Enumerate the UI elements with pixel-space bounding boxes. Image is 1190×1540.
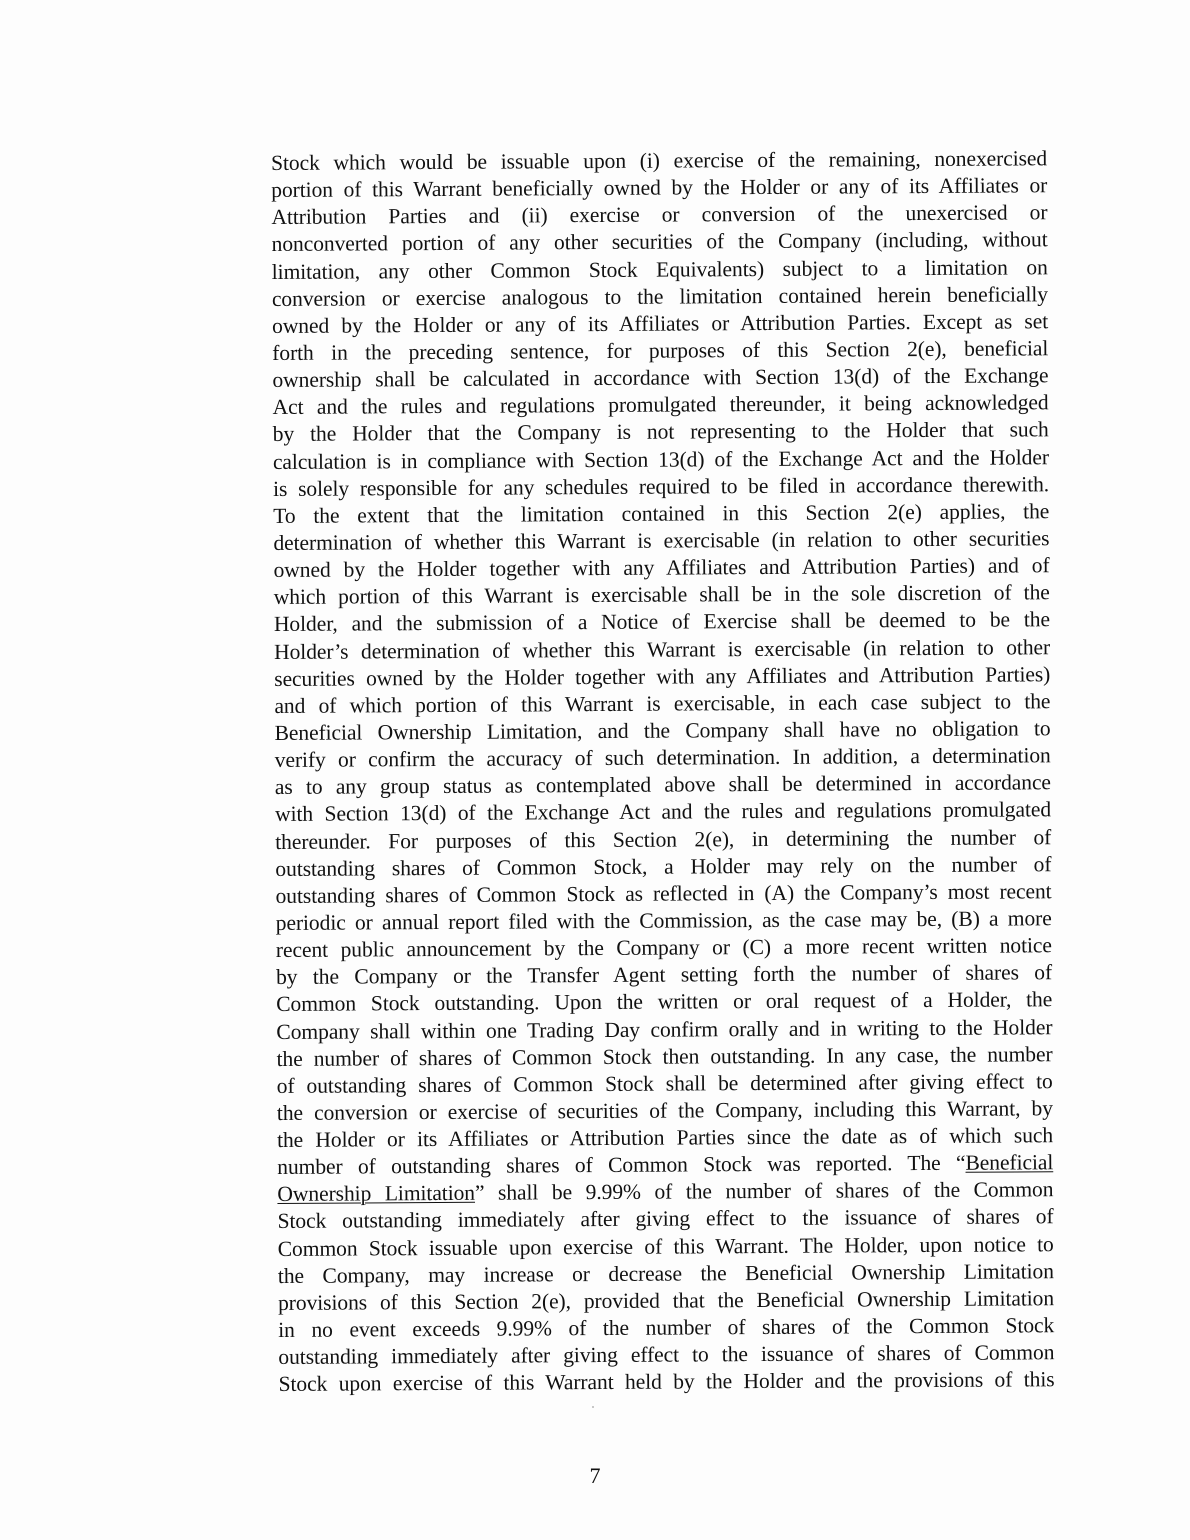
defined-term: Beneficial — [965, 1150, 1054, 1175]
text-line: outstanding immediately after giving effect to the issuance of shares of Common — [278, 1340, 1055, 1370]
body-paragraph — [271, 145, 1055, 1398]
text-line: provisions of this Section 2(e), provided that the Beneficial Ownership Limitation — [277, 1286, 1055, 1315]
text-line: recent public announcement by the Company or (C) a more recent written notice — [275, 933, 1052, 963]
text-line: Attribution Parties and (ii) exercise or conversion of the unexercised or — [271, 200, 1048, 230]
text-line: nonconverted portion of any other securities of the Company (including, without — [271, 227, 1048, 257]
text-line: limitation, any other Common Stock Equivalents) subject to a limitation on — [271, 254, 1048, 284]
text-line: conversion or exercise analogous to the limitation contained herein beneficially — [271, 281, 1048, 311]
text-line: thereunder. For purposes of this Section 2(e), in determining the number of — [275, 824, 1052, 854]
defined-term: Ownership Limitation — [277, 1181, 476, 1207]
text-line: as to any group status as contemplated above shall be determined in accordance — [274, 770, 1051, 800]
text-line: ownership shall be calculated in accordance with Section 13(d) of the Exchange — [272, 363, 1049, 393]
text-line: Stock outstanding immediately after giving effect to the issuance of shares of — [277, 1204, 1054, 1234]
text-line: verify or confirm the accuracy of such determination. In addition, a determination — [274, 743, 1051, 773]
text-line: calculation is in compliance with Section 13(d) of the Exchange Act and the Holder — [272, 444, 1049, 474]
text-line: forth in the preceding sentence, for purposes of this Section 2(e), beneficial — [272, 336, 1049, 365]
text-line: is solely responsible for any schedules required to be filed in accordance therewith. — [272, 471, 1050, 501]
text-segment: ” shall be 9.99% of the number of shares of the Common — [474, 1177, 1054, 1206]
text-line: periodic or annual report filed with the Commission, as the case may be, (B) a more — [275, 906, 1052, 935]
text-line: Company shall within one Trading Day confirm orally and in writing to the Holder — [276, 1014, 1053, 1044]
text-line: with Section 13(d) of the Exchange Act and the rules and regulations promulgated — [274, 797, 1052, 827]
text-line: outstanding shares of Common Stock, a Holder may rely on the number of — [275, 851, 1052, 881]
text-line: Act and the rules and regulations promulgated thereunder, it being acknowledged — [272, 390, 1049, 420]
text-line: the number of shares of Common Stock then outstanding. In any case, the number — [276, 1041, 1053, 1071]
text-line: Beneficial Ownership Limitation, and the Company shall have no obligation to — [274, 716, 1051, 745]
text-line: owned by the Holder or any of its Affiliates or Attribution Parties. Except as set — [272, 309, 1049, 338]
text-segment: number of outstanding shares of Common Stock was reported. The “ — [277, 1150, 966, 1180]
text-line: determination of whether this Warrant is exercisable (in relation to other securities — [273, 526, 1050, 555]
text-line: portion of this Warrant beneficially owned by the Holder or any of its Affiliates or — [271, 173, 1048, 203]
page-number: 7 — [589, 1463, 601, 1488]
text-line: in no event exceeds 9.99% of the number of shares of the Common Stock — [278, 1313, 1055, 1343]
text-line: owned by the Holder together with any Affiliates and Attribution Parties) and of — [273, 553, 1050, 583]
text-line: the Holder or its Affiliates or Attribution Parties since the date as of which such — [276, 1123, 1054, 1153]
text-line: the Company, may increase or decrease the Beneficial Ownership Limitation — [277, 1259, 1054, 1288]
scan-speck — [592, 1406, 594, 1408]
text-line: Common Stock outstanding. Upon the written or oral request of a Holder, the — [276, 987, 1053, 1017]
text-line: Common Stock issuable upon exercise of this Warrant. The Holder, upon notice to — [277, 1231, 1054, 1261]
text-line: outstanding shares of Common Stock as reflected in (A) the Company’s most recent — [275, 879, 1052, 908]
text-line: by the Company or the Transfer Agent setting forth the number of shares of — [275, 960, 1053, 990]
text-line: Stock upon exercise of this Warrant held by the Holder and the provisions of this — [278, 1367, 1055, 1397]
text-line: To the extent that the limitation contained in this Section 2(e) applies, the — [273, 499, 1050, 528]
text-line: securities owned by the Holder together with any Affiliates and Attribution Parties) — [274, 661, 1051, 691]
text-line: Holder, and the submission of a Notice of Exercise shall be deemed to be the — [273, 607, 1050, 637]
text-line: the conversion or exercise of securities of the Company, including this Warrant, by — [276, 1096, 1053, 1125]
text-line: of outstanding shares of Common Stock shall be determined after giving effect to — [276, 1069, 1053, 1098]
text-line: which portion of this Warrant is exercisable shall be in the sole discretion of the — [273, 580, 1050, 610]
text-line: and of which portion of this Warrant is exercisable, in each case subject to the — [274, 689, 1051, 718]
text-line: Holder’s determination of whether this Warrant is exercisable (in relation to other — [273, 634, 1051, 664]
text-line: Stock which would be issuable upon (i) exercise of the remaining, nonexercised — [271, 146, 1048, 175]
text-line: by the Holder that the Company is not representing to the Holder that such — [272, 417, 1049, 447]
